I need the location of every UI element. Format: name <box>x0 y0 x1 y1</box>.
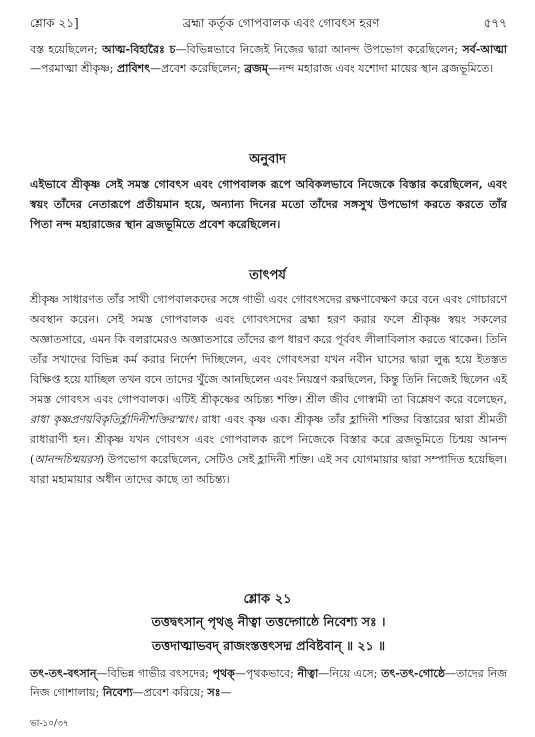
gloss-meaning: —প্রবেশ করেছিলেন; <box>150 62 241 75</box>
purport-text: রাধা এবং কৃষ্ণ এক। শ্রীকৃষ্ণ তাঁর হ্লাদিনী শক্তির বিস্তারের দ্বারা শ্রীমতী রাধারাণী হন। শ্রীকৃষ্ণ যখন গোবৎস এবং গোপবালক রূপে নিজেকে বিস্তার করে ব্রজভূমিতে চিন্ময় আনন্দ ( <box>30 413 507 466</box>
page-number: ৫৭৭ <box>483 16 507 30</box>
translation-heading: অনুবাদ <box>249 152 286 167</box>
translation-section <box>30 174 507 234</box>
translation-text: এইভাবে শ্রীকৃষ্ণ সেই সমস্ত গোবৎস এবং গোপবালক রূপে অবিকলভাবে নিজেকে বিস্তার করেছিলেন, এবং স্বয়ং তাঁদের নেতারূপে প্রতীয়মান হয়ে, অন্যান্য দিনের মতো তাঁদের সঙ্গসুখ উপভোগ করতে করতে তাঁর পিতা নন্দ মহারাজের স্থান ব্রজভূমিতে প্রবেশ করেছিলেন। <box>30 177 507 231</box>
footer-signature: ভা-১০/৩৭ <box>30 719 69 729</box>
purport-text: শ্রীকৃষ্ণ সাধারণত তাঁর সাথী গোপবালকদের সঙ্গে গাভী এবং গোবৎসদের রক্ষণাবেক্ষণ করে বনে এবং গোচারণে অবস্থান করেন। সেই সমস্ত গোপবালক এবং গোবৎসদের ব্রহ্মা হরণ করার ফলে শ্রীকৃষ্ণ স্বয়ং সকলের অজ্ঞাতসারে, এমন কি বলরামেরও অজ্ঞাতসারে তাঁদের রূপ ধারণ করে পূর্ববৎ লীলাবিলাস করতে থাকেন। তিনি তাঁর সখাদের বিভিন্ন কর্ম করার নির্দেশ দিচ্ছিলেন, এবং গোবৎসরা যখন নবীন ঘাসের দ্বারা লুব্ধ হয়ে ইতস্তত বিক্ষিপ্ত হয়ে যাচ্ছিল তখন বনে তাদের খুঁজে আনছিলেন এবং নিয়ন্ত্রণ করছিলেন, কিন্তু তিনি নিজেই ছিলেন এই সমস্ত গোবৎস এবং গোপবালক। এটিই শ্রীকৃষ্ণের অচিন্ত্য শক্তি। শ্রীল জীব গোস্বামী তা বিশ্লেষণ করে বলেছেন, <box>30 293 507 406</box>
purport-term: আনন্দচিন্ময়রস <box>34 453 100 466</box>
gloss-term: সর্ব-আত্মা <box>462 43 507 56</box>
gloss-term: আত্ম-বিহারৈঃ চ <box>102 43 176 56</box>
synonym-meaning: —প্রবেশ করিয়ে; <box>132 686 204 699</box>
synonym-term: সঃ <box>207 686 221 699</box>
synonym-term: নীত্বা <box>297 667 319 680</box>
word-meanings-continued <box>30 40 507 78</box>
gloss-meaning: —নন্দ মহারাজ এবং যশোদা মায়ের স্থান ব্রজভূমিতে। <box>268 62 494 75</box>
verse-line-1: তত্তদ্বৎসান্ পৃথঙ্ নীত্বা তত্তদ্গোষ্ঠে নিবেশ্য সঃ । <box>151 614 386 629</box>
synonym-term: পৃথক্ <box>212 667 235 680</box>
synonym-term: নিবেশ্য <box>102 686 133 699</box>
verse-text <box>30 610 507 658</box>
synonym-term: তৎ-তৎ-গোষ্ঠে <box>381 667 446 680</box>
purport-heading: তাৎপর্য <box>249 268 286 283</box>
purport-paragraph <box>30 290 507 490</box>
synonym-meaning: —নিয়ে এসে; <box>318 667 378 680</box>
synonym-meaning: — <box>220 686 232 699</box>
gloss-intro: বস্ত হয়েছিলেন; <box>30 43 98 56</box>
synonym-meaning: —তাদের নিজ নিজ গোশালায়; <box>30 667 508 699</box>
gloss-meaning: —পরমাত্মা শ্রীকৃষ্ণ; <box>30 62 114 75</box>
synonym-term: তৎ-তৎ-বৎসান্ <box>30 667 97 680</box>
purport-text: ) উপভোগ করেছিলেন, সেটিও সেই হ্লাদিনী শক্তি। এই সব যোগমায়ার দ্বারা সম্পাদিত হয়েছিল। যারা মহামায়ার অধীন তাদের কাছে তা অচিন্ত্য। <box>30 453 507 486</box>
synonym-meaning: —পৃথকভাবে; <box>234 667 294 680</box>
synonym-meaning: —বিভিন্ন গাভীর বৎসদের; <box>96 667 209 680</box>
purport-section <box>30 290 507 490</box>
gloss-term: প্রাবিশৎ <box>117 62 151 75</box>
chapter-title: ব্রহ্মা কর্তৃক গোপবালক এবং গোবৎস হরণ <box>182 16 380 30</box>
verse-line-2: তত্তদাত্মাভবদ্ রাজংস্তত্তৎসদ্ম প্রবিষ্টবান্ ॥ ২১ ॥ <box>151 638 386 653</box>
purport-quote: রাধা কৃষ্ণপ্রণয়বিকৃতির্হ্লাদিনীশক্তিরস্মাৎ। <box>30 413 198 426</box>
gloss-term: ব্রজম্ <box>244 62 268 75</box>
gloss-meaning: —বিভিন্নভাবে নিজেই নিজের দ্বারা আনন্দ উপভোগ করেছিলেন; <box>175 43 459 56</box>
page-header <box>30 14 507 36</box>
verse-reference: শ্লোক ২১] <box>30 16 79 30</box>
verse-heading: শ্লোক ২১ <box>243 592 292 607</box>
synonyms-section <box>30 664 507 702</box>
